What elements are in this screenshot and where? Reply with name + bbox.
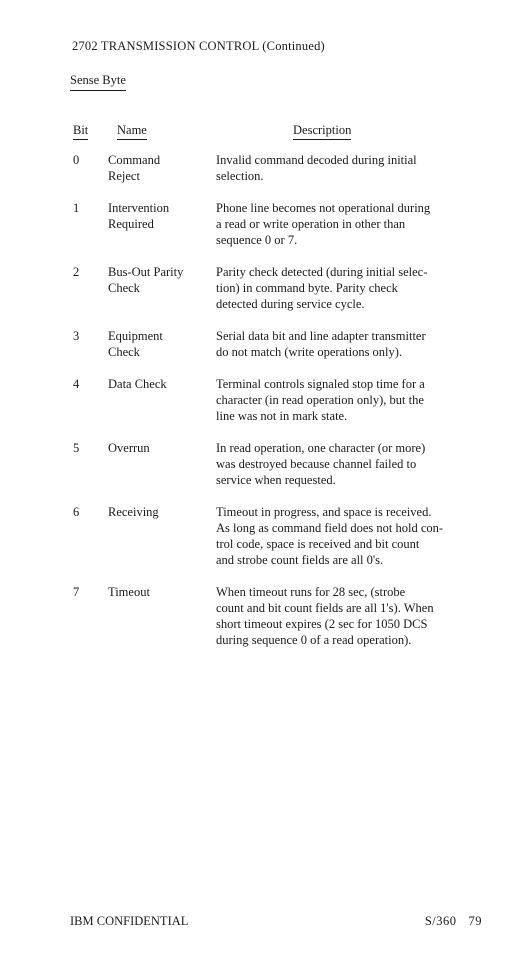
- table-row-bit-0: [0, 152, 526, 184]
- table-row-bit-1: [0, 200, 526, 248]
- bit-name: Intervention Required: [108, 201, 170, 231]
- bit-number: 6: [73, 505, 80, 519]
- bit-description: Serial data bit and line adapter transmitter do not match (write operations only).: [216, 329, 426, 359]
- bit-name: Timeout: [108, 585, 150, 599]
- bit-number: 7: [73, 585, 80, 599]
- confidential-footer: IBM CONFIDENTIAL: [70, 914, 189, 928]
- column-header-description: Description: [293, 122, 351, 140]
- column-header-bit: Bit: [73, 122, 88, 140]
- bit-number: 1: [73, 201, 80, 215]
- sense-byte-table: [0, 152, 526, 664]
- table-row-bit-3: [0, 328, 526, 360]
- section-title: Sense Byte: [70, 72, 126, 91]
- page-footer: [425, 913, 482, 929]
- table-row-bit-5: [0, 440, 526, 488]
- page-header: 2702 TRANSMISSION CONTROL (Continued): [72, 39, 325, 53]
- bit-name: Data Check: [108, 377, 167, 391]
- bit-description: Terminal controls signaled stop time for a character (in read operation only), but the line was not in mark state.: [216, 377, 425, 423]
- bit-name: Command Reject: [108, 153, 161, 183]
- table-row-bit-4: [0, 376, 526, 424]
- table-row-bit-2: [0, 264, 526, 312]
- bit-name: Overrun: [108, 441, 150, 455]
- bit-description: Invalid command decoded during initial selection.: [216, 153, 417, 183]
- bit-name: Bus-Out Parity Check: [108, 265, 184, 295]
- bit-number: 4: [73, 377, 80, 391]
- bit-description: Phone line becomes not operational during a read or write operation in other than sequence 0 or 7.: [216, 201, 431, 247]
- bit-name: Equipment Check: [108, 329, 163, 359]
- bit-number: 2: [73, 265, 80, 279]
- page-number: 79: [468, 914, 482, 928]
- bit-number: 3: [73, 329, 80, 343]
- system-label: S/360: [424, 914, 457, 928]
- table-row-bit-7: [0, 584, 526, 648]
- bit-name: Receiving: [108, 505, 159, 519]
- bit-description: Parity check detected (during initial selec- tion) in command byte. Parity check detected during service cycle.: [216, 265, 428, 311]
- bit-number: 0: [73, 153, 80, 167]
- column-header-name: Name: [117, 122, 147, 140]
- table-row-bit-6: [0, 504, 526, 568]
- bit-number: 5: [73, 441, 80, 455]
- bit-description: In read operation, one character (or more) was destroyed because channel failed to service when requested.: [216, 441, 426, 487]
- bit-description: When timeout runs for 28 sec, (strobe count and bit count fields are all 1's). When short timeout expires (2 sec for 1050 DCS during sequence 0 of a read operation).: [216, 585, 434, 647]
- bit-description: Timeout in progress, and space is received. As long as command field does not hold con- trol code, space is received and bit count and strobe count fields are all 0's.: [216, 505, 444, 567]
